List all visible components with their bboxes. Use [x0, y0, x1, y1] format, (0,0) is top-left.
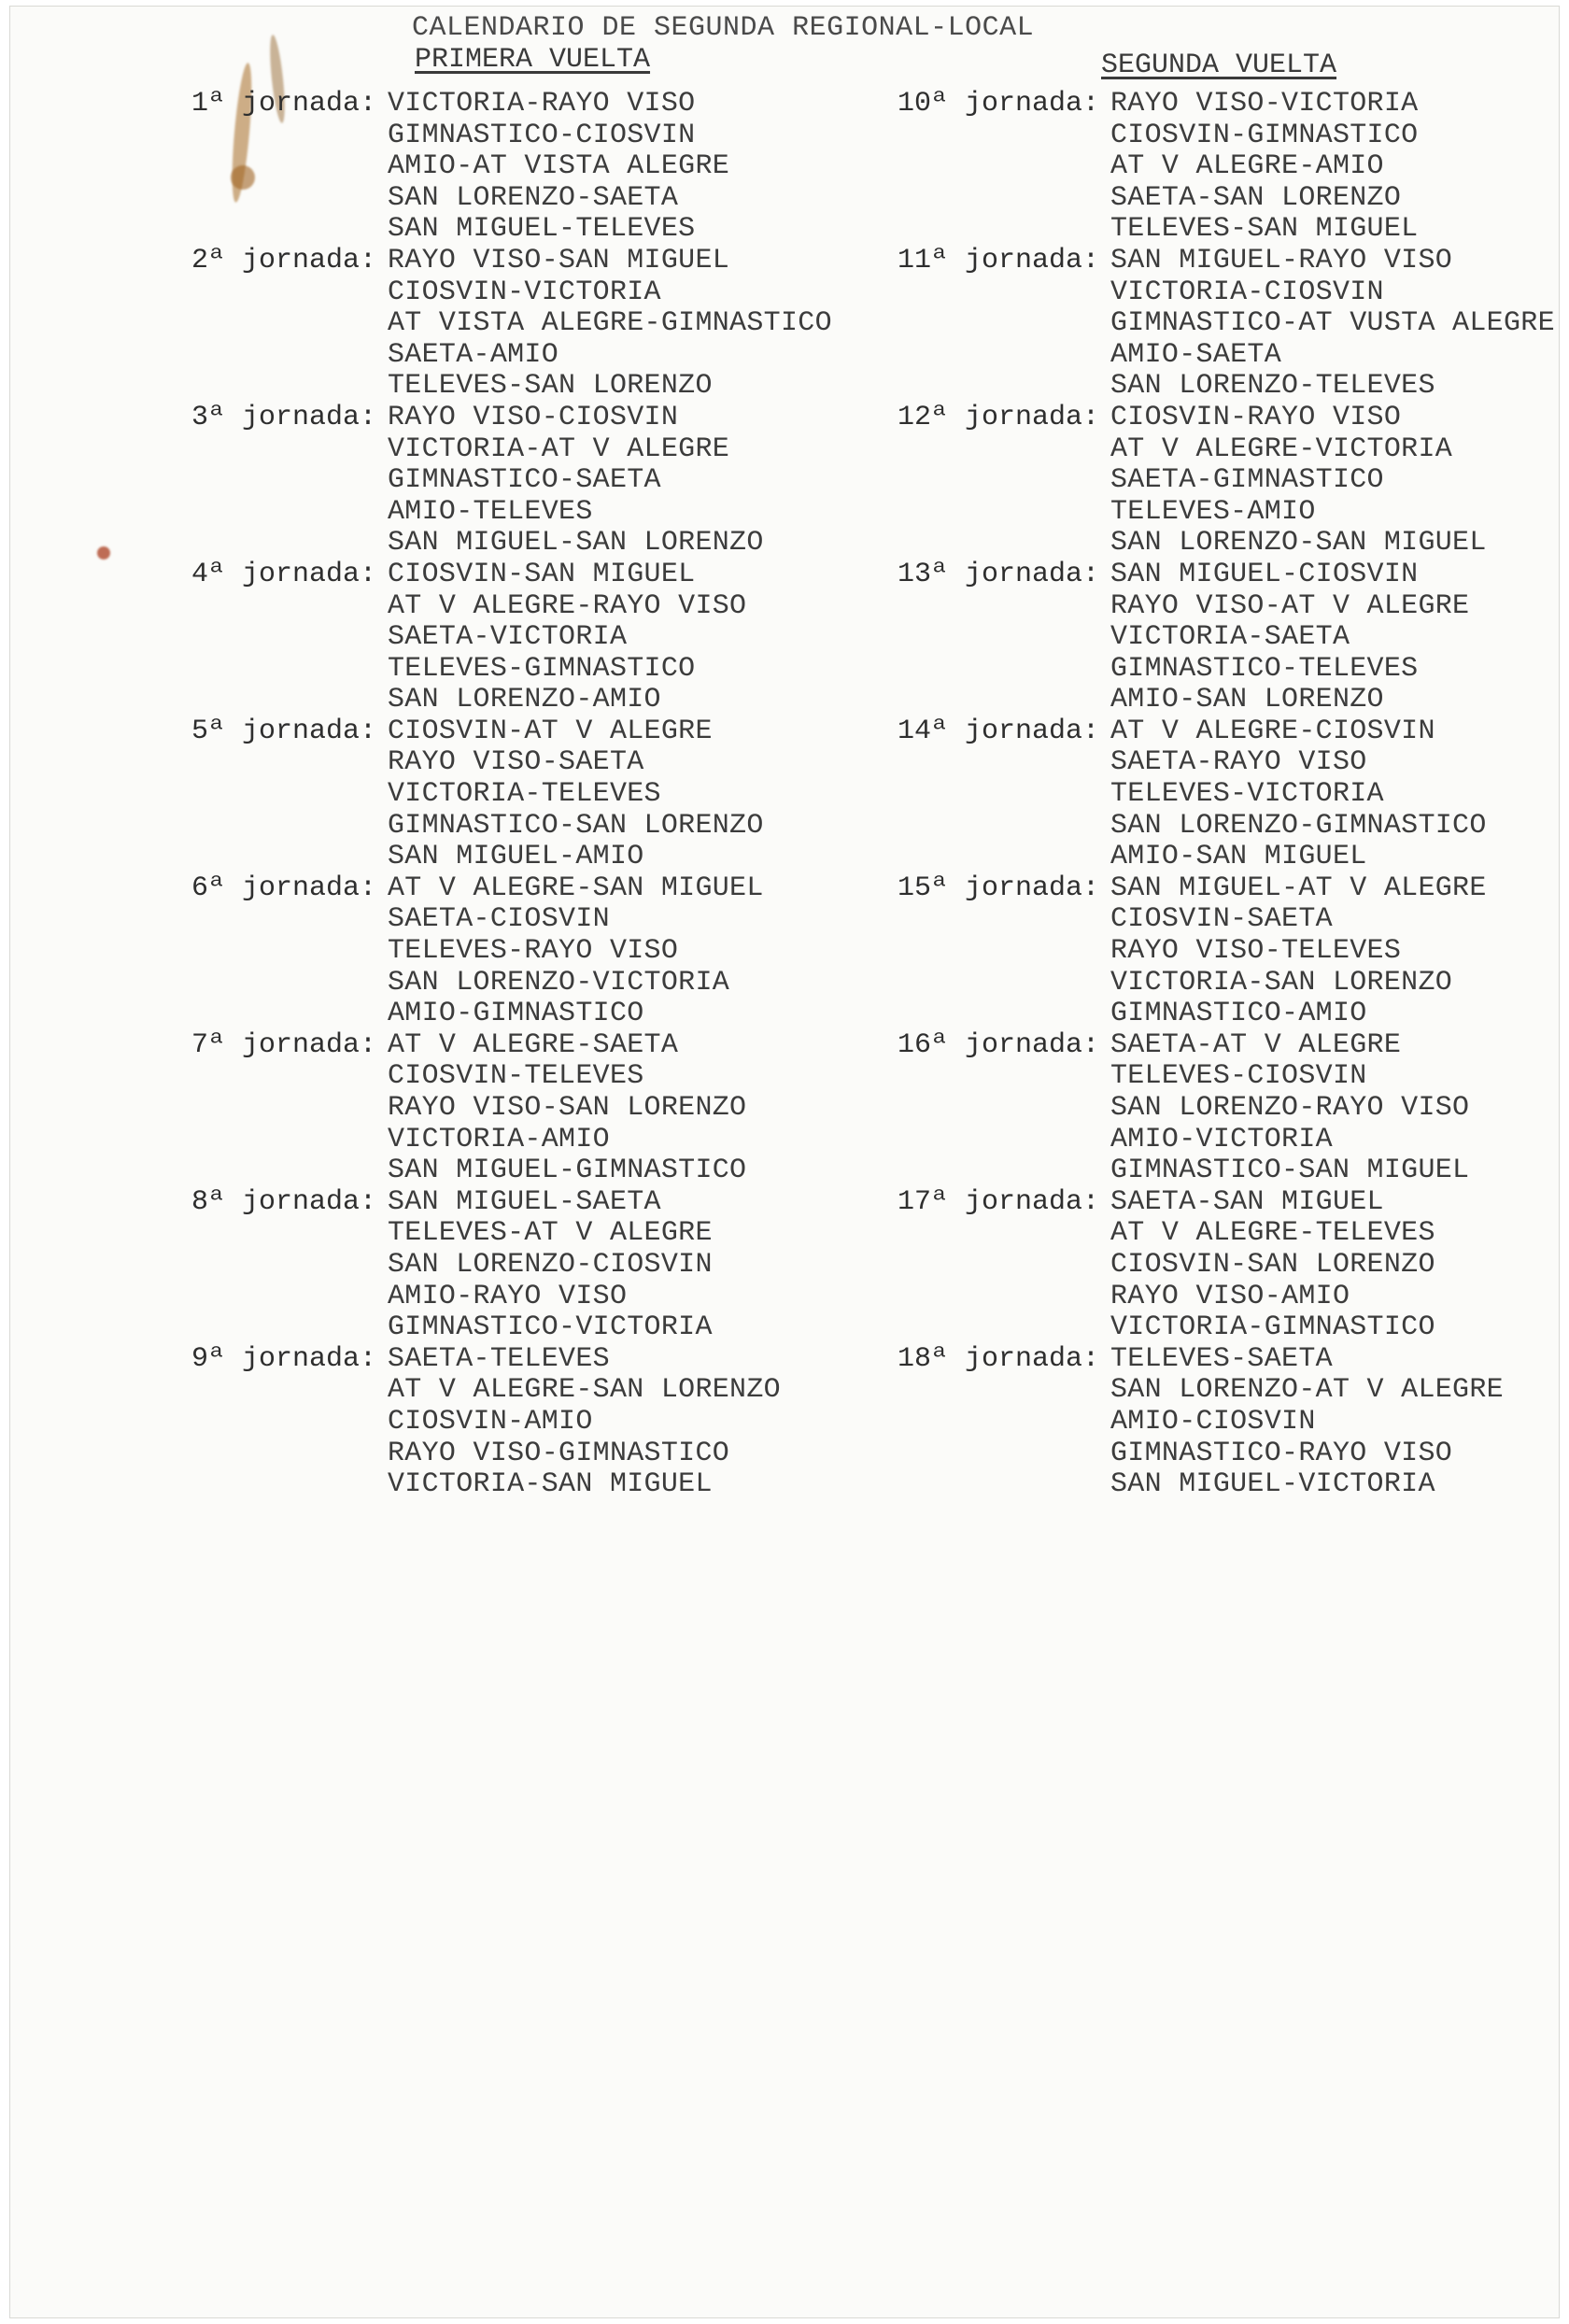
- match-fixture: RAYO VISO-AT V ALEGRE: [1110, 589, 1470, 622]
- match-fixture: TELEVES-GIMNASTICO: [388, 652, 696, 685]
- match-fixture: VICTORIA-TELEVES: [388, 778, 661, 811]
- match-fixture: SAN LORENZO-SAETA: [388, 181, 679, 214]
- match-fixture: GIMNASTICO-VICTORIA: [388, 1311, 713, 1344]
- match-fixture: SAETA-CIOSVIN: [388, 903, 610, 936]
- jornada-label: 9ª jornada:: [191, 1342, 376, 1375]
- match-fixture: VICTORIA-RAYO VISO: [388, 88, 696, 120]
- match-fixture: GIMNASTICO-AT VUSTA ALEGRE: [1110, 307, 1555, 340]
- match-fixture: AMIO-AT VISTA ALEGRE: [388, 150, 730, 183]
- jornada-block: [160, 246, 832, 403]
- match-fixture: TELEVES-SAETA: [1110, 1342, 1333, 1375]
- jornada-block: [879, 246, 1555, 403]
- match-fixture: SAETA-TELEVES: [388, 1342, 610, 1375]
- match-fixture: TELEVES-AT V ALEGRE: [388, 1217, 713, 1250]
- match-fixture: SAN MIGUEL-GIMNASTICO: [388, 1155, 747, 1187]
- match-fixture: SAN MIGUEL-AMIO: [388, 841, 644, 873]
- match-fixture: GIMNASTICO-TELEVES: [1110, 652, 1419, 685]
- jornada-block: [160, 873, 832, 1030]
- match-fixture: SAETA-SAN MIGUEL: [1110, 1185, 1384, 1218]
- second-round-heading: SEGUNDA VUELTA: [1101, 50, 1337, 81]
- match-fixture: CIOSVIN-GIMNASTICO: [1110, 119, 1419, 151]
- jornada-block: [879, 89, 1555, 246]
- jornada-label: 1ª jornada:: [191, 88, 376, 120]
- jornada-label: 5ª jornada:: [191, 715, 376, 747]
- match-fixture: AT VISTA ALEGRE-GIMNASTICO: [388, 307, 832, 340]
- jornada-label: 13ª jornada:: [897, 558, 1099, 590]
- jornada-label: 11ª jornada:: [897, 244, 1099, 276]
- match-fixture: RAYO VISO-AMIO: [1110, 1280, 1350, 1312]
- match-fixture: SAN LORENZO-SAN MIGUEL: [1110, 527, 1487, 560]
- match-fixture: AT V ALEGRE-AMIO: [1110, 150, 1384, 183]
- jornada-label: 6ª jornada:: [191, 872, 376, 904]
- match-list: [1110, 89, 1418, 246]
- jornada-block: [879, 716, 1555, 873]
- match-list: [1110, 1030, 1469, 1187]
- match-list: [1110, 1344, 1504, 1501]
- jornada-block: [879, 1030, 1555, 1187]
- match-fixture: SAETA-SAN LORENZO: [1110, 181, 1402, 214]
- match-fixture: RAYO VISO-VICTORIA: [1110, 88, 1419, 120]
- jornada-label: 12ª jornada:: [897, 401, 1099, 433]
- match-fixture: RAYO VISO-SAN LORENZO: [388, 1092, 747, 1124]
- match-fixture: VICTORIA-AT V ALEGRE: [388, 432, 730, 465]
- match-fixture: VICTORIA-GIMNASTICO: [1110, 1311, 1435, 1344]
- jornada-block: [160, 1030, 832, 1187]
- match-list: [388, 89, 729, 246]
- match-fixture: AT V ALEGRE-TELEVES: [1110, 1217, 1435, 1250]
- match-fixture: SAN LORENZO-GIMNASTICO: [1110, 809, 1487, 842]
- match-fixture: CIOSVIN-SAETA: [1110, 903, 1333, 936]
- match-list: [388, 1030, 746, 1187]
- first-round-heading: PRIMERA VUELTA: [415, 44, 651, 76]
- jornada-block: [879, 403, 1555, 560]
- match-fixture: CIOSVIN-AT V ALEGRE: [388, 715, 713, 747]
- jornada-block: [879, 1187, 1555, 1344]
- match-list: [388, 246, 832, 403]
- jornada-label: 18ª jornada:: [897, 1342, 1099, 1375]
- match-fixture: AMIO-SAETA: [1110, 338, 1282, 371]
- match-fixture: AMIO-RAYO VISO: [388, 1280, 628, 1312]
- jornada-label: 2ª jornada:: [191, 244, 376, 276]
- match-list: [388, 873, 764, 1030]
- jornada-label: 3ª jornada:: [191, 401, 376, 433]
- jornada-block: [879, 1344, 1555, 1501]
- match-fixture: VICTORIA-SAN LORENZO: [1110, 966, 1453, 999]
- document-title: CALENDARIO DE SEGUNDA REGIONAL-LOCAL: [412, 12, 1035, 44]
- match-fixture: TELEVES-SAN LORENZO: [388, 370, 713, 403]
- match-fixture: CIOSVIN-AMIO: [388, 1405, 593, 1438]
- first-round-column: [160, 89, 832, 1501]
- jornada-label: 4ª jornada:: [191, 558, 376, 590]
- match-fixture: GIMNASTICO-SAN MIGUEL: [1110, 1155, 1470, 1187]
- match-fixture: SAN MIGUEL-VICTORIA: [1110, 1468, 1435, 1501]
- match-fixture: AMIO-CIOSVIN: [1110, 1405, 1316, 1438]
- match-fixture: TELEVES-SAN MIGUEL: [1110, 213, 1419, 246]
- match-fixture: SAETA-AT V ALEGRE: [1110, 1028, 1402, 1061]
- second-round-column: [879, 89, 1555, 1501]
- match-fixture: AMIO-SAN MIGUEL: [1110, 841, 1367, 873]
- jornada-block: [160, 1187, 832, 1344]
- match-fixture: SAN MIGUEL-AT V ALEGRE: [1110, 872, 1487, 904]
- ink-spot: [97, 546, 110, 560]
- match-fixture: SAN LORENZO-AT V ALEGRE: [1110, 1374, 1504, 1407]
- jornada-block: [160, 560, 832, 716]
- match-fixture: GIMNASTICO-RAYO VISO: [1110, 1437, 1453, 1469]
- match-fixture: AT V ALEGRE-SAN LORENZO: [388, 1374, 781, 1407]
- match-list: [1110, 560, 1469, 716]
- document-page: [9, 6, 1560, 2318]
- jornada-label: 16ª jornada:: [897, 1028, 1099, 1061]
- match-fixture: SAN MIGUEL-SAETA: [388, 1185, 661, 1218]
- match-fixture: SAN LORENZO-TELEVES: [1110, 370, 1435, 403]
- match-fixture: VICTORIA-AMIO: [388, 1123, 610, 1155]
- jornada-label: 17ª jornada:: [897, 1185, 1099, 1218]
- match-list: [1110, 403, 1487, 560]
- match-fixture: AT V ALEGRE-SAETA: [388, 1028, 679, 1061]
- match-fixture: GIMNASTICO-SAETA: [388, 464, 661, 497]
- match-fixture: TELEVES-RAYO VISO: [388, 935, 679, 968]
- match-fixture: RAYO VISO-CIOSVIN: [388, 401, 679, 433]
- match-fixture: TELEVES-VICTORIA: [1110, 778, 1384, 811]
- match-fixture: RAYO VISO-TELEVES: [1110, 935, 1402, 968]
- match-fixture: AT V ALEGRE-RAYO VISO: [388, 589, 747, 622]
- match-fixture: CIOSVIN-VICTORIA: [388, 276, 661, 308]
- jornada-block: [879, 873, 1555, 1030]
- jornada-label: 8ª jornada:: [191, 1185, 376, 1218]
- match-fixture: RAYO VISO-SAETA: [388, 746, 644, 779]
- match-fixture: SAN MIGUEL-RAYO VISO: [1110, 244, 1453, 276]
- match-fixture: GIMNASTICO-CIOSVIN: [388, 119, 696, 151]
- match-fixture: AT V ALEGRE-SAN MIGUEL: [388, 872, 764, 904]
- match-fixture: SAETA-GIMNASTICO: [1110, 464, 1384, 497]
- match-fixture: VICTORIA-SAN MIGUEL: [388, 1468, 713, 1501]
- jornada-block: [160, 89, 832, 246]
- match-fixture: AT V ALEGRE-VICTORIA: [1110, 432, 1453, 465]
- jornada-block: [160, 1344, 832, 1501]
- match-list: [388, 1187, 713, 1344]
- match-fixture: SAN LORENZO-RAYO VISO: [1110, 1092, 1470, 1124]
- match-fixture: TELEVES-AMIO: [1110, 495, 1316, 528]
- match-list: [1110, 873, 1487, 1030]
- match-fixture: SAETA-VICTORIA: [388, 621, 628, 654]
- match-list: [388, 1344, 781, 1501]
- jornada-label: 10ª jornada:: [897, 88, 1099, 120]
- match-fixture: AMIO-VICTORIA: [1110, 1123, 1333, 1155]
- match-fixture: SAN MIGUEL-SAN LORENZO: [388, 527, 764, 560]
- match-fixture: CIOSVIN-TELEVES: [388, 1060, 644, 1093]
- match-fixture: VICTORIA-SAETA: [1110, 621, 1350, 654]
- jornada-label: 14ª jornada:: [897, 715, 1099, 747]
- jornada-label: 7ª jornada:: [191, 1028, 376, 1061]
- match-list: [388, 716, 764, 873]
- match-list: [388, 560, 746, 716]
- match-list: [1110, 246, 1555, 403]
- match-fixture: AMIO-SAN LORENZO: [1110, 684, 1384, 716]
- match-fixture: SAN MIGUEL-CIOSVIN: [1110, 558, 1419, 590]
- match-fixture: CIOSVIN-SAN LORENZO: [1110, 1248, 1435, 1281]
- jornada-block: [160, 716, 832, 873]
- match-fixture: SAN LORENZO-AMIO: [388, 684, 661, 716]
- jornada-block: [160, 403, 832, 560]
- match-fixture: AMIO-GIMNASTICO: [388, 998, 644, 1030]
- match-fixture: RAYO VISO-SAN MIGUEL: [388, 244, 730, 276]
- match-fixture: CIOSVIN-RAYO VISO: [1110, 401, 1402, 433]
- match-list: [1110, 716, 1487, 873]
- match-fixture: SAN LORENZO-VICTORIA: [388, 966, 730, 999]
- match-fixture: VICTORIA-CIOSVIN: [1110, 276, 1384, 308]
- match-fixture: SAN MIGUEL-TELEVES: [388, 213, 696, 246]
- match-fixture: AT V ALEGRE-CIOSVIN: [1110, 715, 1435, 747]
- match-fixture: GIMNASTICO-SAN LORENZO: [388, 809, 764, 842]
- match-fixture: GIMNASTICO-AMIO: [1110, 998, 1367, 1030]
- match-fixture: AMIO-TELEVES: [388, 495, 593, 528]
- jornada-label: 15ª jornada:: [897, 872, 1099, 904]
- match-fixture: TELEVES-CIOSVIN: [1110, 1060, 1367, 1093]
- match-fixture: SAN LORENZO-CIOSVIN: [388, 1248, 713, 1281]
- match-fixture: CIOSVIN-SAN MIGUEL: [388, 558, 696, 590]
- match-fixture: RAYO VISO-GIMNASTICO: [388, 1437, 730, 1469]
- jornada-block: [879, 560, 1555, 716]
- match-list: [1110, 1187, 1435, 1344]
- match-fixture: SAETA-AMIO: [388, 338, 559, 371]
- match-list: [388, 403, 764, 560]
- match-fixture: SAETA-RAYO VISO: [1110, 746, 1367, 779]
